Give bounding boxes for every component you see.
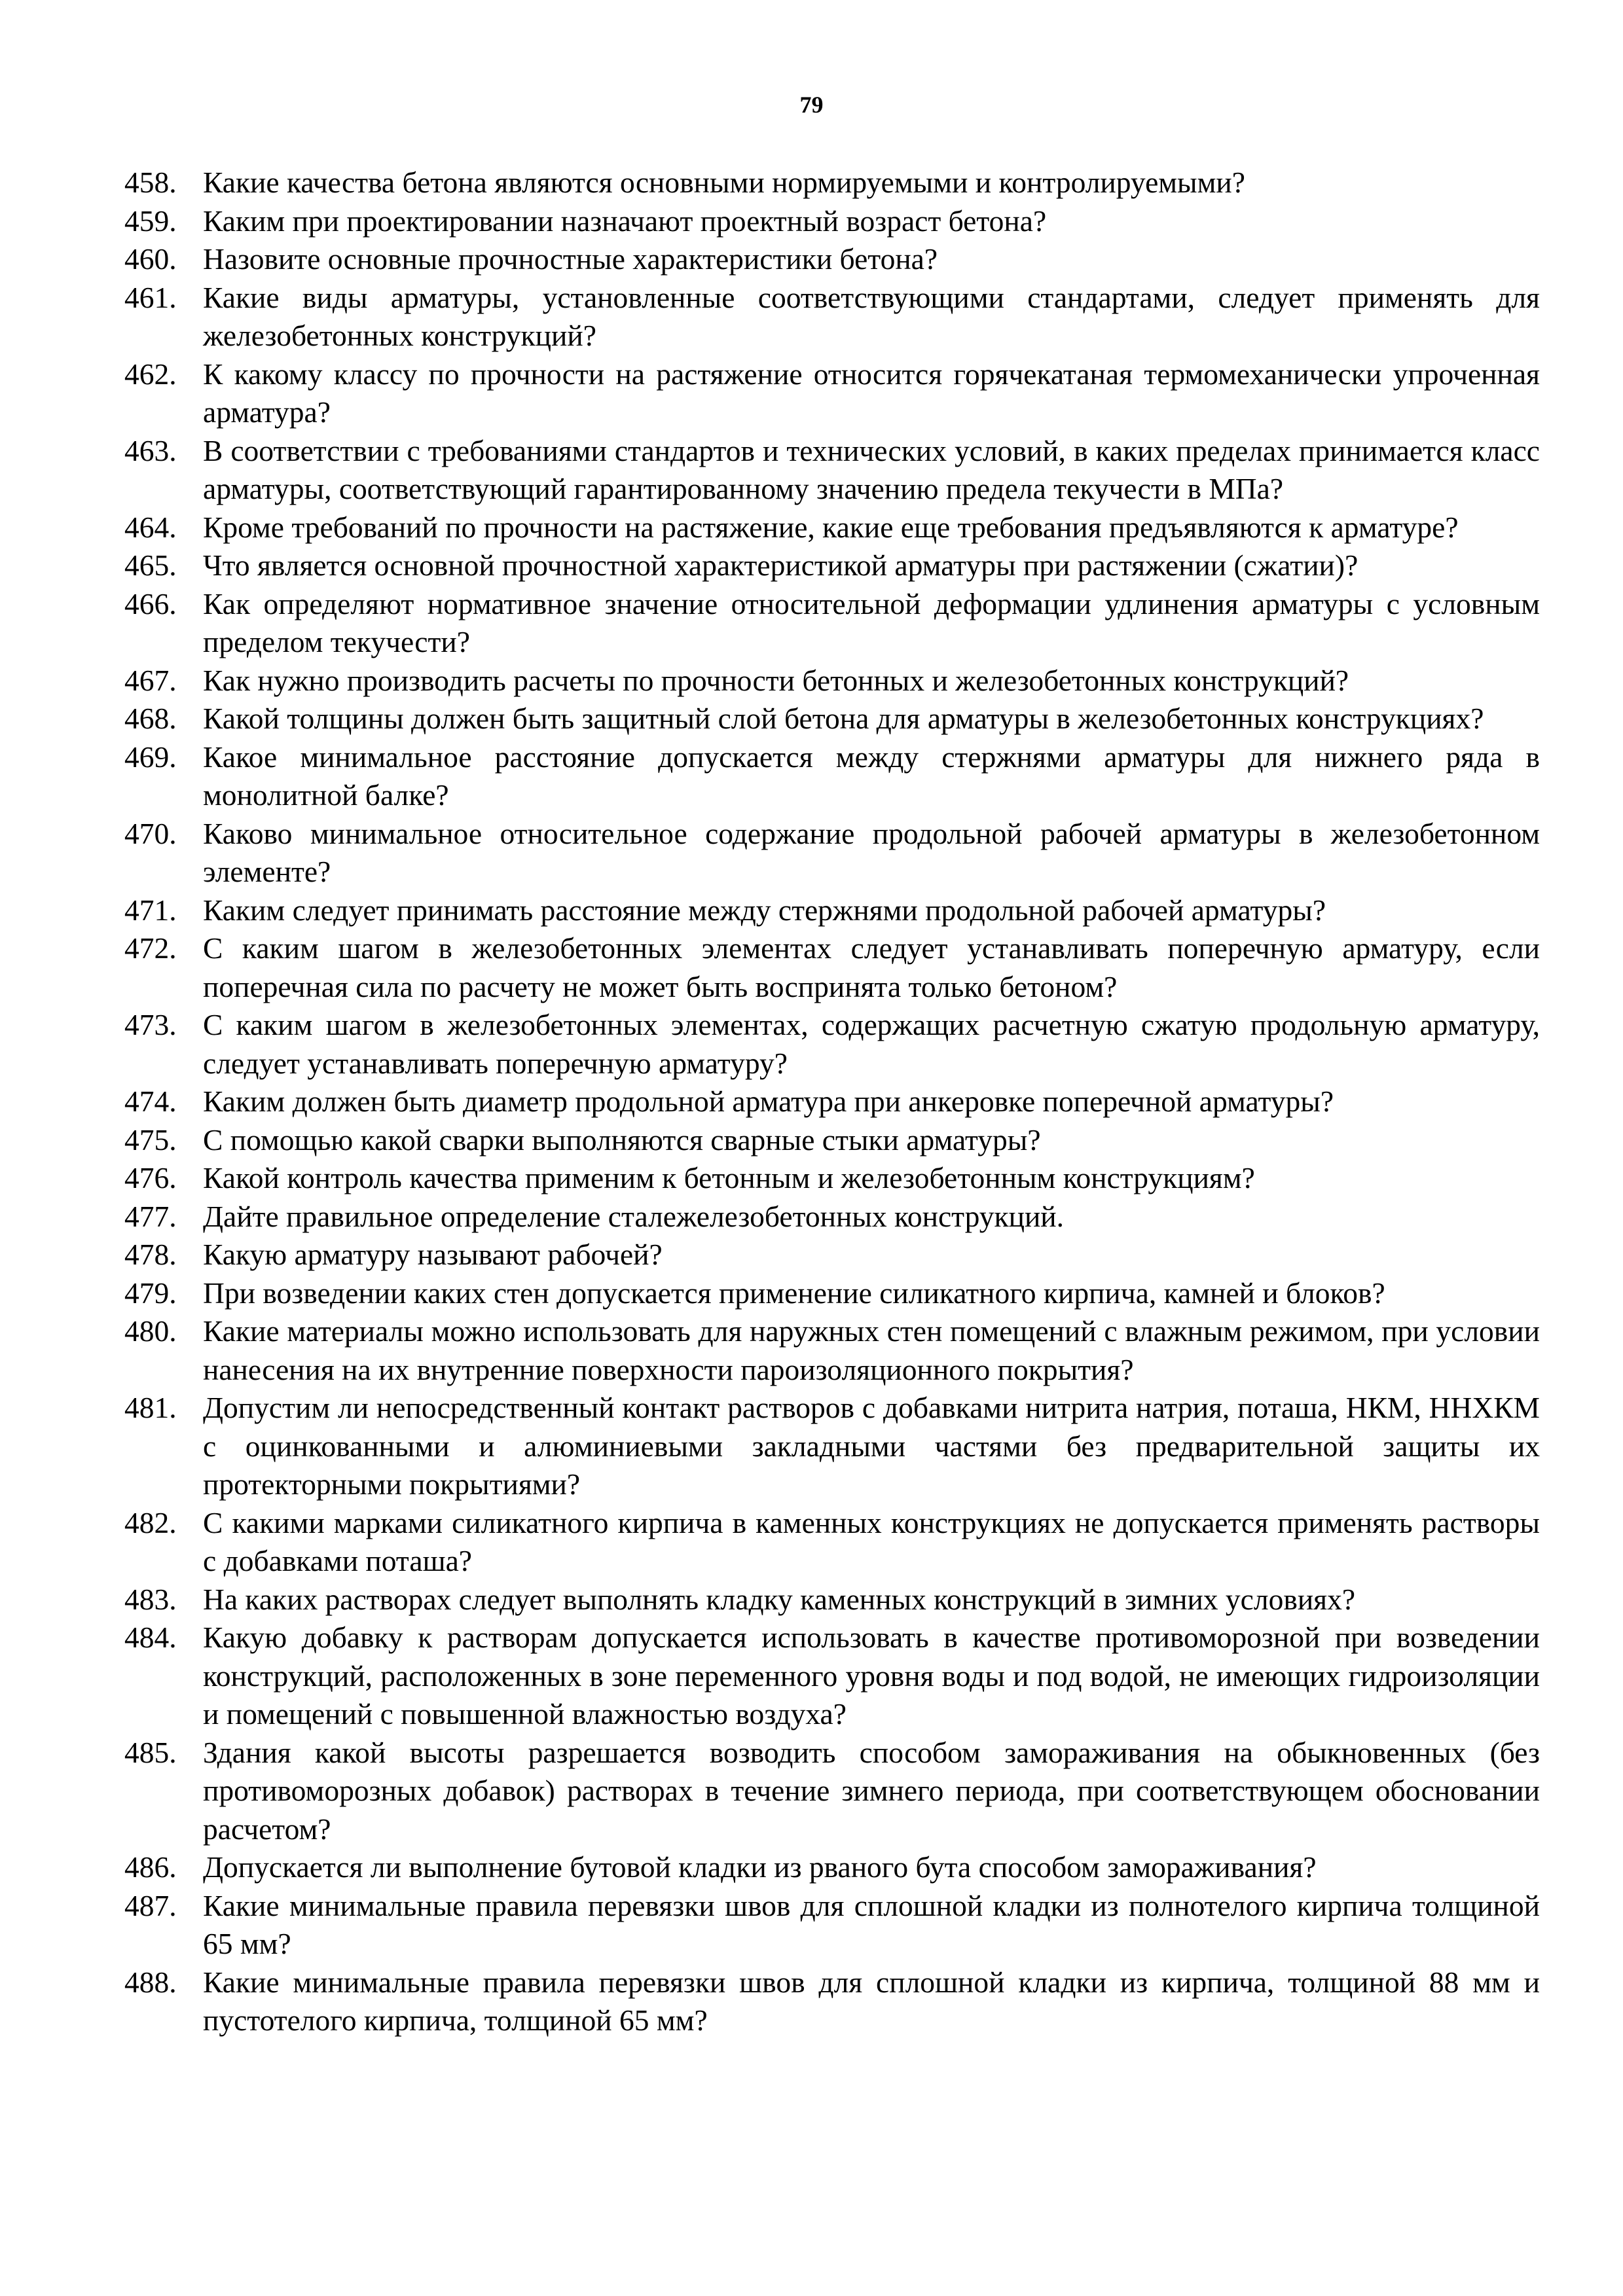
question-item (124, 815, 1540, 891)
question-text: С каким шагом в железобетонных элементах, содержащих расчетную сжатую продольную арматуру, следует устанавливать поперечную арматуру? (203, 1008, 1540, 1080)
question-item (124, 547, 1540, 585)
question-number: 461. (124, 280, 177, 314)
question-item (124, 1848, 1540, 1887)
question-item (124, 1006, 1540, 1083)
question-item (124, 202, 1540, 241)
question-number: 485. (124, 1735, 177, 1769)
question-list (124, 164, 1540, 2040)
question-text: К какому классу по прочности на растяжение относится горячекатаная термомеханически упроченная арматура? (203, 357, 1540, 429)
question-number: 463. (124, 433, 177, 467)
question-text: Как нужно производить расчеты по прочности бетонных и железобетонных конструкций? (203, 663, 1349, 697)
question-number: 472. (124, 931, 177, 965)
question-number: 470. (124, 816, 177, 850)
question-text: Что является основной прочностной характеристикой арматуры при растяжении (сжатии)? (203, 548, 1359, 582)
question-text: В соответствии с требованиями стандартов и технических условий, в каких пределах принимается класс арматуры, соответствующий гарантированному значению предела текучести в МПа? (203, 433, 1540, 505)
question-item (124, 1312, 1540, 1389)
question-text: С какими марками силикатного кирпича в каменных конструкциях не допускается применять растворы с добавками поташа? (203, 1505, 1540, 1577)
question-number: 468. (124, 702, 177, 735)
question-text: Дайте правильное определение сталежелезобетонных конструкций. (203, 1199, 1065, 1233)
question-item (124, 1581, 1540, 1619)
question-number: 469. (124, 740, 177, 774)
question-text: Какой толщины должен быть защитный слой бетона для арматуры в железобетонных конструкциях? (203, 702, 1484, 735)
question-number: 458. (124, 166, 177, 199)
question-number: 473. (124, 1008, 177, 1041)
question-item (124, 355, 1540, 432)
question-item (124, 1504, 1540, 1581)
question-number: 474. (124, 1085, 177, 1118)
question-item (124, 1964, 1540, 2040)
question-number: 462. (124, 357, 177, 391)
question-text: Какие минимальные правила перевязки швов для сплошной кладки из кирпича, толщиной 88 мм и пустотелого кирпича, толщиной 65 мм? (203, 1965, 1540, 2037)
question-item (124, 1083, 1540, 1121)
question-item (124, 1121, 1540, 1160)
question-text: Назовите основные прочностные характеристики бетона? (203, 242, 938, 276)
question-number: 459. (124, 204, 177, 238)
question-text: С помощью какой сварки выполняются сварные стыки арматуры? (203, 1122, 1041, 1157)
question-number: 477. (124, 1199, 177, 1233)
question-item (124, 1236, 1540, 1274)
question-number: 471. (124, 893, 177, 927)
question-number: 464. (124, 510, 177, 544)
question-text: Кроме требований по прочности на растяжение, какие еще требования предъявляются к арматуре? (203, 510, 1459, 544)
question-text: Как определяют нормативное значение относительной деформации удлинения арматуры с условным пределом текучести? (203, 586, 1540, 658)
question-text: Каким следует принимать расстояние между стержнями продольной рабочей арматуры? (203, 893, 1326, 927)
question-item (124, 585, 1540, 662)
question-item (124, 279, 1540, 355)
question-number: 467. (124, 663, 177, 697)
question-item (124, 1887, 1540, 1964)
question-item (124, 1198, 1540, 1236)
question-item (124, 240, 1540, 279)
question-number: 466. (124, 586, 177, 620)
question-text: Каким при проектировании назначают проектный возраст бетона? (203, 204, 1047, 238)
question-text: Какие минимальные правила перевязки швов для сплошной кладки из полнотелого кирпича толщиной 65 мм? (203, 1888, 1540, 1960)
question-number: 488. (124, 1965, 177, 1999)
question-number: 465. (124, 548, 177, 582)
question-text: Какие виды арматуры, установленные соответствующими стандартами, следует применять для железобетонных конструкций? (203, 280, 1540, 352)
question-item (124, 1619, 1540, 1734)
question-number: 481. (124, 1391, 177, 1424)
question-number: 482. (124, 1505, 177, 1539)
question-item (124, 891, 1540, 930)
question-number: 475. (124, 1122, 177, 1157)
question-item (124, 509, 1540, 547)
page-number: 79 (799, 92, 824, 118)
question-item (124, 1734, 1540, 1849)
question-item (124, 1159, 1540, 1198)
question-text: Допустим ли непосредственный контакт растворов с добавками нитрита натрия, поташа, НКМ, ННХКМ с оцинкованными и алюминиевыми закладными частями без предварительной защиты их протекторными покрытиями? (203, 1391, 1540, 1501)
question-item (124, 700, 1540, 738)
question-text: С каким шагом в железобетонных элементах следует устанавливать поперечную арматуру, если поперечная сила по расчету не может быть воспринята только бетоном? (203, 931, 1540, 1003)
question-text: При возведении каких стен допускается применение силикатного кирпича, камней и блоков? (203, 1276, 1385, 1310)
question-item (124, 1274, 1540, 1313)
question-number: 483. (124, 1582, 177, 1616)
question-text: Какие качества бетона являются основными нормируемыми и контролируемыми? (203, 166, 1245, 199)
question-number: 486. (124, 1850, 177, 1884)
question-item (124, 164, 1540, 202)
question-text: На каких растворах следует выполнять кладку каменных конструкций в зимних условиях? (203, 1582, 1356, 1616)
question-text: Каким должен быть диаметр продольной арматура при анкеровке поперечной арматуры? (203, 1085, 1334, 1118)
question-number: 479. (124, 1276, 177, 1310)
question-number: 480. (124, 1314, 177, 1348)
question-text: Какую добавку к растворам допускается использовать в качестве противоморозной при возведении конструкций, расположенных в зоне переменного уровня воды и под водой, не имеющих гидроизоляции и помещений с повышенной влажностью воздуха? (203, 1621, 1540, 1731)
question-number: 478. (124, 1238, 177, 1271)
question-text: Здания какой высоты разрешается возводить способом замораживания на обыкновенных (без противоморозных добавок) растворах в течение зимнего периода, при соответствующем обосновании расчетом? (203, 1735, 1540, 1846)
question-item (124, 929, 1540, 1006)
question-text: Какие материалы можно использовать для наружных стен помещений с влажным режимом, при условии нанесения на их внутренние поверхности пароизоляционного покрытия? (203, 1314, 1540, 1386)
question-item (124, 432, 1540, 509)
question-text: Какое минимальное расстояние допускается между стержнями арматуры для нижнего ряда в монолитной балке? (203, 740, 1540, 812)
question-item (124, 662, 1540, 700)
question-number: 484. (124, 1621, 177, 1654)
question-number: 460. (124, 242, 177, 276)
question-item (124, 738, 1540, 815)
question-number: 487. (124, 1888, 177, 1922)
question-text: Какую арматуру называют рабочей? (203, 1238, 663, 1271)
question-number: 476. (124, 1161, 177, 1194)
question-item (124, 1389, 1540, 1504)
question-text: Допускается ли выполнение бутовой кладки из рваного бута способом замораживания? (203, 1850, 1317, 1884)
question-text: Каково минимальное относительное содержание продольной рабочей арматуры в железобетонном элементе? (203, 816, 1540, 888)
question-text: Какой контроль качества применим к бетонным и железобетонным конструкциям? (203, 1161, 1255, 1194)
